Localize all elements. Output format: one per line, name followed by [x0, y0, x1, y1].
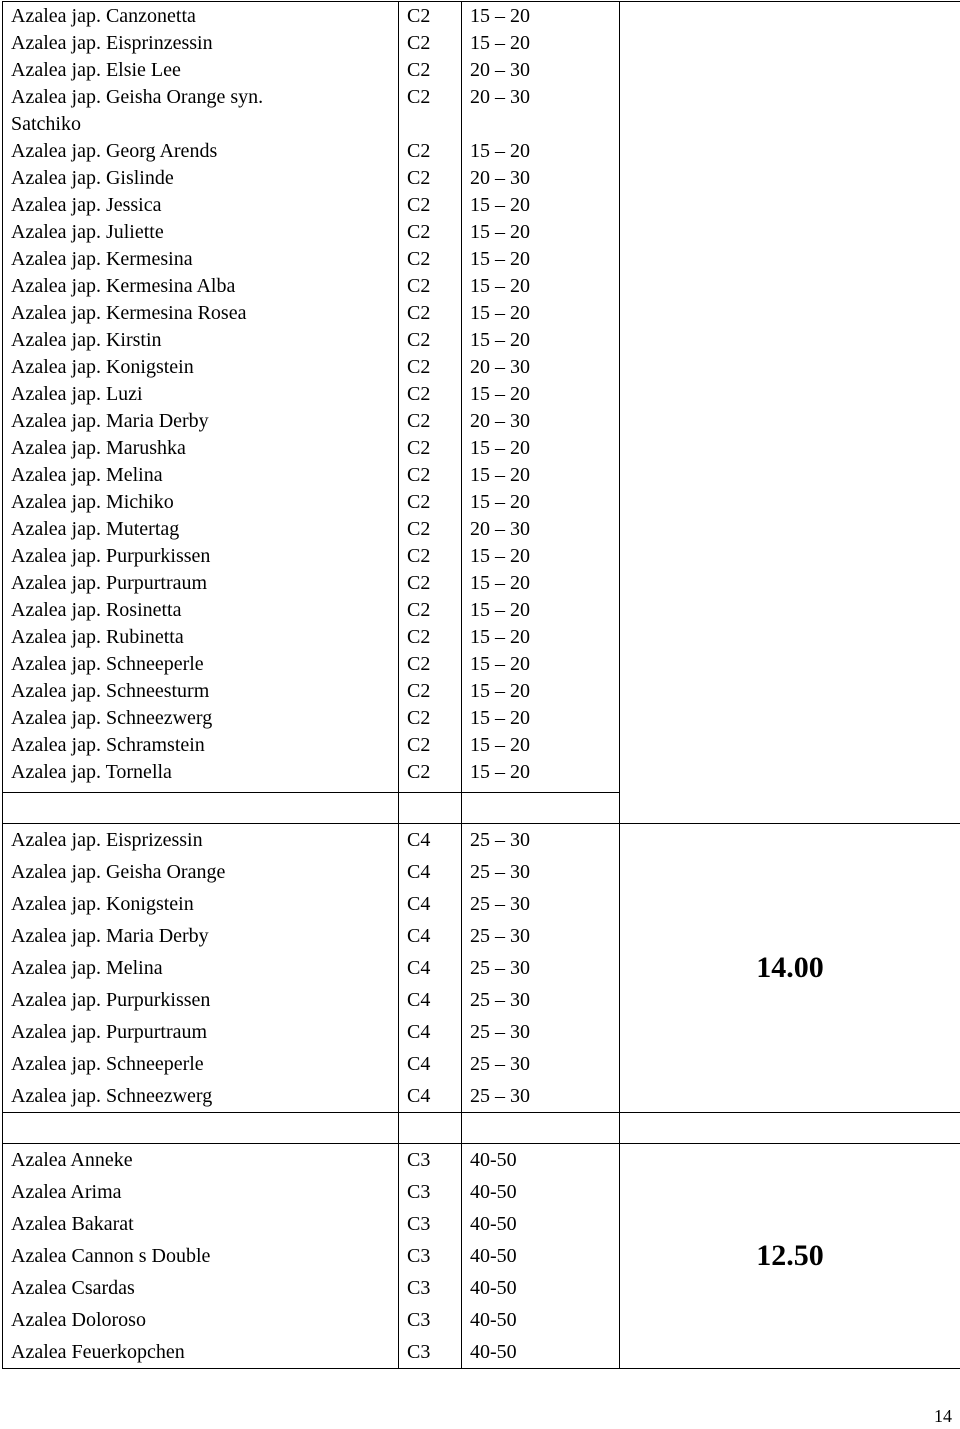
pot-size: C4	[407, 1085, 431, 1107]
plant-name: Azalea jap. Purpurtraum	[11, 572, 208, 594]
pot-size: C2	[407, 5, 431, 27]
section-c4-azalea-jap	[3, 824, 960, 1113]
pot-size: C2	[407, 275, 431, 297]
pot-size: C2	[407, 383, 431, 405]
pot-size: C2	[407, 464, 431, 486]
plant-height: 25 – 30	[470, 1021, 530, 1043]
plant-name: Azalea jap. Jessica	[11, 194, 162, 216]
plant-name: Azalea jap. Rosinetta	[11, 599, 182, 621]
size-column	[462, 2, 620, 793]
price-cell: 12.50	[620, 1144, 960, 1369]
pot-size: C2	[407, 140, 431, 162]
plant-name: Azalea jap. Melina	[11, 464, 163, 486]
empty-cell	[462, 1113, 620, 1144]
plant-name: Azalea jap. Eisprinzessin	[11, 32, 213, 54]
pot-size: C2	[407, 59, 431, 81]
plant-name: Azalea jap. Kermesina	[11, 248, 193, 270]
plant-name: Azalea jap. Schneesturm	[11, 680, 210, 702]
pot-size: C2	[407, 410, 431, 432]
plant-name: Azalea jap. Geisha Orange	[11, 861, 226, 883]
plant-height: 15 – 20	[470, 545, 530, 567]
pot-column	[399, 1144, 462, 1369]
pot-size: C2	[407, 518, 431, 540]
plant-height: 15 – 20	[470, 329, 530, 351]
plant-height: 20 – 30	[470, 167, 530, 189]
empty-cell	[399, 793, 462, 824]
pot-size: C2	[407, 761, 431, 783]
plant-height: 15 – 20	[470, 464, 530, 486]
pot-size: C4	[407, 1021, 431, 1043]
empty-cell	[399, 1113, 462, 1144]
plant-height: 15 – 20	[470, 572, 530, 594]
plant-name: Azalea Cannon s Double	[11, 1245, 211, 1267]
plant-height: 15 – 20	[470, 653, 530, 675]
plant-height: 15 – 20	[470, 5, 530, 27]
pot-column	[399, 824, 462, 1113]
plant-name: Azalea jap. Schneeperle	[11, 653, 204, 675]
pot-size: C2	[407, 221, 431, 243]
plant-name: Azalea jap. Elsie Lee	[11, 59, 181, 81]
plant-name: Azalea jap. Luzi	[11, 383, 143, 405]
plant-height: 25 – 30	[470, 989, 530, 1011]
pot-size: C2	[407, 545, 431, 567]
plant-name: Azalea jap. Purpurtraum	[11, 1021, 208, 1043]
plant-height: 15 – 20	[470, 32, 530, 54]
plant-height: 15 – 20	[470, 275, 530, 297]
pot-size: C2	[407, 167, 431, 189]
plant-name: Azalea jap. Canzonetta	[11, 5, 196, 27]
plant-name: Azalea jap. Juliette	[11, 221, 164, 243]
plant-name: Azalea jap. Purpurkissen	[11, 545, 211, 567]
pot-size: C2	[407, 86, 431, 108]
plant-height: 15 – 20	[470, 707, 530, 729]
pot-size: C2	[407, 734, 431, 756]
pot-size: C4	[407, 925, 431, 947]
plant-height: 15 – 20	[470, 194, 530, 216]
plant-height: 25 – 30	[470, 893, 530, 915]
plant-height: 20 – 30	[470, 86, 530, 108]
plant-height: 40-50	[470, 1181, 517, 1203]
pot-size: C2	[407, 248, 431, 270]
section-c3-azalea	[3, 1144, 960, 1369]
plant-height: 15 – 20	[470, 140, 530, 162]
plant-name: Satchiko	[11, 113, 81, 135]
plant-name: Azalea jap. Schneeperle	[11, 1053, 204, 1075]
pot-size: C2	[407, 32, 431, 54]
pot-size: C3	[407, 1309, 431, 1331]
plant-name: Azalea jap. Georg Arends	[11, 140, 218, 162]
plant-name: Azalea jap. Maria Derby	[11, 925, 209, 947]
plant-height: 20 – 30	[470, 356, 530, 378]
plant-name: Azalea Feuerkopchen	[11, 1341, 185, 1363]
pot-size: C3	[407, 1149, 431, 1171]
size-column	[462, 824, 620, 1113]
plant-height: 25 – 30	[470, 1053, 530, 1075]
pot-size: C2	[407, 572, 431, 594]
plant-name: Azalea jap. Geisha Orange syn.	[11, 86, 264, 108]
pot-size: C4	[407, 957, 431, 979]
plant-height: 15 – 20	[470, 680, 530, 702]
plant-height	[462, 111, 619, 138]
pot-size: C2	[407, 437, 431, 459]
plant-name: Azalea jap. Rubinetta	[11, 626, 184, 648]
empty-cell	[462, 793, 620, 824]
plant-height: 15 – 20	[470, 383, 530, 405]
pot-size	[399, 111, 461, 138]
pot-size: C4	[407, 829, 431, 851]
plant-height: 40-50	[470, 1213, 517, 1235]
plant-name: Azalea jap. Michiko	[11, 491, 174, 513]
price-list-sheet	[2, 1, 960, 1369]
plant-name: Azalea jap. Marushka	[11, 437, 186, 459]
section-divider-row	[3, 1113, 960, 1144]
pot-size: C2	[407, 302, 431, 324]
pot-size: C2	[407, 626, 431, 648]
plant-height: 20 – 30	[470, 518, 530, 540]
plant-price-table	[2, 1, 960, 1369]
plant-name: Azalea jap. Melina	[11, 957, 163, 979]
plant-name: Azalea Doloroso	[11, 1309, 146, 1331]
price-cell	[620, 2, 960, 824]
plant-name: Azalea jap. Konigstein	[11, 356, 194, 378]
plant-height: 40-50	[470, 1245, 517, 1267]
pot-size: C4	[407, 989, 431, 1011]
pot-size: C4	[407, 861, 431, 883]
plant-height: 25 – 30	[470, 1085, 530, 1107]
plant-height: 15 – 20	[470, 734, 530, 756]
plant-name: Azalea Anneke	[11, 1149, 133, 1171]
pot-size: C2	[407, 491, 431, 513]
plant-name: Azalea Csardas	[11, 1277, 135, 1299]
pot-size: C2	[407, 653, 431, 675]
pot-size: C2	[407, 707, 431, 729]
page-number: 14	[934, 1406, 952, 1426]
plant-height: 40-50	[470, 1277, 517, 1299]
plant-height: 15 – 20	[470, 491, 530, 513]
plant-name: Azalea jap. Kermesina Rosea	[11, 302, 247, 324]
plant-name: Azalea jap. Tornella	[11, 761, 172, 783]
plant-name: Azalea jap. Konigstein	[11, 893, 194, 915]
pot-size: C4	[407, 1053, 431, 1075]
pot-size: C3	[407, 1213, 431, 1235]
plant-height: 25 – 30	[470, 861, 530, 883]
plant-height: 15 – 20	[470, 761, 530, 783]
plant-height: 25 – 30	[470, 925, 530, 947]
empty-cell	[3, 793, 399, 824]
plant-height: 25 – 30	[470, 829, 530, 851]
plant-height: 15 – 20	[470, 437, 530, 459]
plant-height: 15 – 20	[470, 599, 530, 621]
plant-height: 40-50	[470, 1341, 517, 1363]
plant-name: Azalea jap. Kermesina Alba	[11, 275, 236, 297]
plant-name: Azalea Bakarat	[11, 1213, 134, 1235]
plant-height: 20 – 30	[470, 410, 530, 432]
plant-height: 15 – 20	[470, 248, 530, 270]
plant-name: Azalea jap. Kirstin	[11, 329, 162, 351]
plant-height: 25 – 30	[470, 957, 530, 979]
size-column	[462, 1144, 620, 1369]
plant-name: Azalea jap. Gislinde	[11, 167, 174, 189]
section-c2-azalea-jap	[3, 2, 960, 793]
plant-name: Azalea jap. Schneezwerg	[11, 707, 213, 729]
pot-size: C3	[407, 1181, 431, 1203]
names-column	[3, 824, 399, 1113]
plant-name: Azalea jap. Schneezwerg	[11, 1085, 213, 1107]
plant-height: 40-50	[470, 1149, 517, 1171]
plant-name: Azalea Arima	[11, 1181, 122, 1203]
pot-size: C2	[407, 599, 431, 621]
pot-size: C4	[407, 893, 431, 915]
pot-column	[399, 2, 462, 793]
plant-height: 40-50	[470, 1309, 517, 1331]
pot-size: C3	[407, 1277, 431, 1299]
price-cell: 14.00	[620, 824, 960, 1113]
plant-name: Azalea jap. Schramstein	[11, 734, 205, 756]
pot-size: C2	[407, 194, 431, 216]
plant-name: Azalea jap. Mutertag	[11, 518, 180, 540]
names-column	[3, 1144, 399, 1369]
plant-height: 15 – 20	[470, 626, 530, 648]
plant-name: Azalea jap. Eisprizessin	[11, 829, 203, 851]
plant-name: Azalea jap. Maria Derby	[11, 410, 209, 432]
plant-height: 20 – 30	[470, 59, 530, 81]
pot-size: C3	[407, 1245, 431, 1267]
empty-cell	[620, 1113, 960, 1144]
pot-size: C3	[407, 1341, 431, 1363]
pot-size: C2	[407, 329, 431, 351]
plant-name: Azalea jap. Purpurkissen	[11, 989, 211, 1011]
names-column	[3, 2, 399, 793]
empty-cell	[3, 1113, 399, 1144]
plant-height: 15 – 20	[470, 302, 530, 324]
plant-height: 15 – 20	[470, 221, 530, 243]
pot-size: C2	[407, 356, 431, 378]
pot-size: C2	[407, 680, 431, 702]
